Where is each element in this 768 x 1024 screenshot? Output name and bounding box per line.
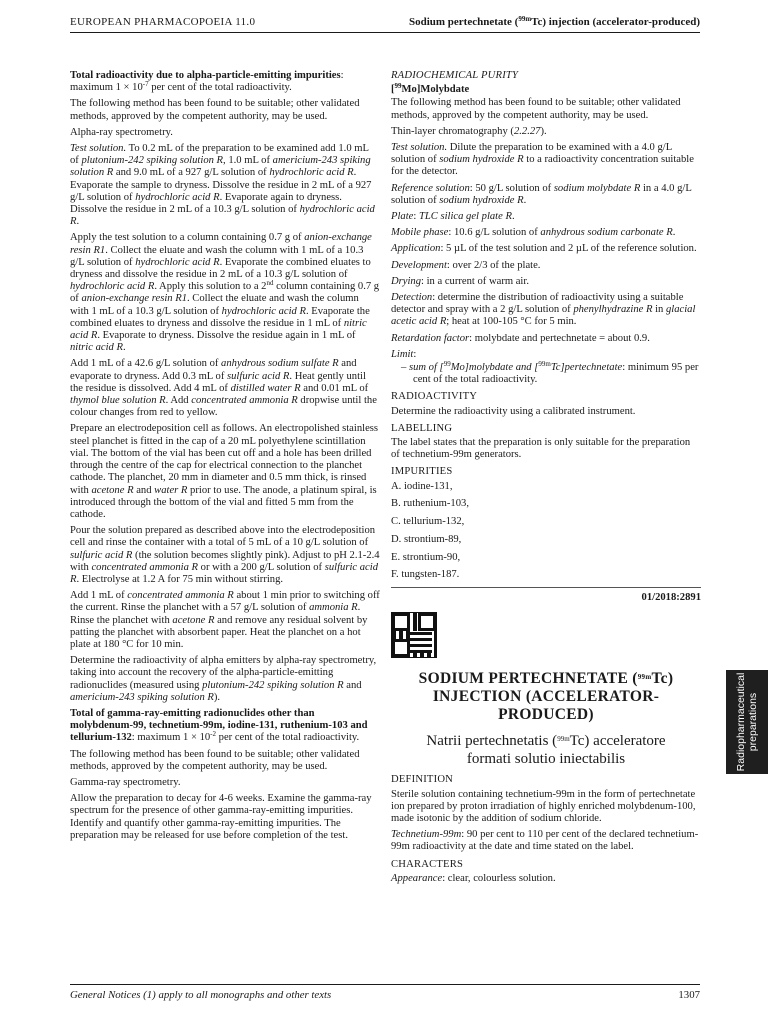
definition-text: Sterile solution containing technetium-99m in the form of pertechnetate ion prepared by proton irradiation of highly enriched molybdenum-100, made isotonic by the addition of sodium chloride. bbox=[391, 788, 696, 825]
retardation-factor-line: Retardation factor: molybdate and pertechnetate = about 0.9. bbox=[391, 332, 650, 344]
reference-solution: Reference solution: 50 g/L solution of sodium molybdate R in a 4.0 g/L solution of sodium hydroxide R. bbox=[391, 182, 692, 206]
method-note: The following method has been found to be suitable; other validated methods, approved by the competent authority, may be used. bbox=[70, 98, 360, 122]
impurity-item: B. ruthenium-103, bbox=[391, 498, 469, 510]
plate-line: Plate: TLC silica gel plate R. bbox=[391, 211, 515, 223]
detection-line: Detection: determine the distribution of radioactivity using a suitable detector and spray with a 2 g/L solution of phenylhydrazine R in glacial acetic acid R; heat at 100-105 °C for 5 min. bbox=[391, 292, 696, 328]
molybdate-method-note: The following method has been found to be suitable; other validated methods, approved by the competent authority, may be used. bbox=[391, 97, 681, 121]
page-header bbox=[70, 14, 700, 33]
footer-notice: General Notices (1) apply to all monographs and other texts bbox=[70, 989, 332, 1001]
alpha-impurities-paragraph: Total radioactivity due to alpha-particle-emitting impurities: maximum $1 \times 10^{-7}$ per cent of the total radioactivity. bbox=[70, 70, 344, 94]
limit-label: Limit: bbox=[391, 348, 417, 360]
impurity-item: D. strontium-89, bbox=[391, 533, 462, 545]
development-line: Development: over 2/3 of the plate. bbox=[391, 259, 541, 271]
alpha-spectrometry-label: Alpha-ray spectrometry. bbox=[70, 126, 173, 138]
page-number: 1307 bbox=[678, 989, 700, 1001]
impurity-item: A. iodine-131, bbox=[391, 480, 453, 492]
monograph-reference-code: 01/2018:2891 bbox=[641, 592, 701, 604]
drying-line: Drying: in a current of warm air. bbox=[391, 275, 529, 287]
monograph-latin-title: Natrii pertechnetatis ($^{99m}$Tc) acceleratore formati solutio iniectabilis bbox=[426, 733, 666, 768]
right-column bbox=[391, 70, 701, 889]
gamma-spectrometry-label: Gamma-ray spectrometry. bbox=[70, 776, 181, 788]
labelling-heading: LABELLING bbox=[391, 422, 453, 434]
header-monograph-title: Sodium pertechnetate ($^{99m}$Tc) injection (accelerator-produced) bbox=[408, 15, 700, 28]
gamma-impurities-paragraph: Total of gamma-ray-emitting radionuclides other than molybdenum-99, technetium-99m, iodine-131, ruthenium-103 and tellurium-132: maximum $1 \times 10^{-2}$ per cent of the total radioactivity. bbox=[70, 707, 368, 744]
rinse-paragraph: Add 1 mL of concentrated ammonia R about 1 min prior to switching off the current. Rinse the planchet with a 57 g/L solution of ammonia R. Rinse the planchet with acetone R and remove any residual solvent by patting the planchet with absorbent paper. Heat the planchet on a hot plate at 180 °C for 10 min. bbox=[70, 590, 380, 650]
page-footer bbox=[70, 984, 700, 1005]
labelling-text: The label states that the preparation is only suitable for the preparation of technetium-99m generators. bbox=[391, 437, 691, 461]
side-tab-line-2: preparations bbox=[747, 692, 759, 752]
impurity-item: F. tungsten-187. bbox=[391, 569, 460, 581]
radioactivity-text: Determine the radioactivity using a calibrated instrument. bbox=[391, 405, 636, 417]
qr-code-icon[interactable] bbox=[391, 612, 437, 658]
column-paragraph: Apply the test solution to a column containing 0.7 g of anion-exchange resin R1. Collect the eluate and wash the column with 1 mL of a 10.3 g/L solution of hydrochloric acid R. Evaporate the combined eluates to dryness and dissolve the residue in 2 mL of a 10.3 g/L solution of hydrochloric acid R. Apply this solution to a 2nd column containing 0.7 g of anion-exchange resin R1. Collect the eluate and wash the column with 1 mL of a 10.3 g/L solution of hydrochloric acid R. Evaporate the combined eluates to dryness and dissolve the residue in 1 mL of nitric acid R. Evaporate to dryness. Dissolve the residue again in 1 mL of nitric acid R. bbox=[70, 232, 380, 354]
impurities-list bbox=[391, 481, 701, 582]
radioactivity-heading: RADIOACTIVITY bbox=[391, 391, 478, 403]
definition-heading: DEFINITION bbox=[391, 774, 454, 786]
impurity-item: E. strontium-90, bbox=[391, 551, 461, 563]
method-note-gamma: The following method has been found to be suitable; other validated methods, approved by the competent authority, may be used. bbox=[70, 748, 360, 772]
radiochemical-purity-heading: RADIOCHEMICAL PURITY bbox=[391, 70, 519, 81]
electrodeposition-cell-paragraph: Prepare an electrodeposition cell as follows. An electropolished stainless steel planchet is fitted in the cap of a 20 mL polyethylene scintillation vial. The bottom of the vial has been cut off and a hole has been drilled through the centre of the cap for electrical connection to the planchet cathode. The planchet, 20 mm in diameter and 0.5 mm thick, is rinsed with acetone R and water R prior to use. The anode, a platinum spiral, is introduced through the bottom of the vial and fitted 5 mm from the cathode. bbox=[70, 423, 379, 520]
monograph-title: SODIUM PERTECHNETATE ($^{99m}$Tc) INJECTION (ACCELERATOR- PRODUCED) bbox=[418, 670, 674, 724]
molybdate-subheading: [$^{99}$Mo]Molybdate bbox=[391, 82, 470, 96]
section-side-tab[interactable] bbox=[726, 670, 768, 774]
header-publication: EUROPEAN PHARMACOPOEIA 11.0 bbox=[70, 16, 256, 28]
test-solution-paragraph: Test solution. To 0.2 mL of the preparation to be examined add 1.0 mL of plutonium-242 spiking solution R, 1.0 mL of americium-243 spiking solution R and 9.0 mL of a 927 g/L solution of hydrochloric acid R. Evaporate the sample to dryness. Dissolve the residue in 2 mL of a 927 g/L solution of hydrochloric acid R. Evaporate again to dryness. Dissolve the residue in 2 mL of a 10.3 g/L solution of hydrochloric acid R. bbox=[70, 143, 375, 228]
left-column bbox=[70, 70, 380, 846]
electrolysis-paragraph: Pour the solution prepared as described above into the electrodeposition cell and rinse the container with a total of 5 mL of a 10 g/L solution of sulfuric acid R (the solution becomes slightly pink). Adjust to pH 2.1-2.4 with concentrated ammonia R or with a 200 g/L solution of sulfuric acid R. Electrolyse at 1.2 A for 75 min without stirring. bbox=[70, 525, 380, 585]
characters-heading: CHARACTERS bbox=[391, 858, 464, 870]
technetium-content: Technetium-99m: 90 per cent to 110 per cent of the declared technetium-99m radioactivity at the date and time stated on the label. bbox=[391, 829, 699, 853]
limit-item: – sum of [$^{99}$Mo]molybdate and [$^{99m}$Tc]pertechnetate: minimum 95 per cent of the total radioactivity. bbox=[401, 360, 699, 386]
impurities-heading: IMPURITIES bbox=[391, 466, 453, 478]
monograph-reference-row bbox=[391, 587, 701, 610]
appearance-line: Appearance: clear, colourless solution. bbox=[391, 872, 556, 884]
sulfate-paragraph: Add 1 mL of a 42.6 g/L solution of anhydrous sodium sulfate R and evaporate to dryness. Add 0.3 mL of sulfuric acid R. Heat gently until the residue is dissolved. Add 4 mL of distilled water R and 0.01 mL of thymol blue solution R. Add concentrated ammonia R dropwise until the colour changes from red to yellow. bbox=[70, 358, 377, 419]
side-tab-line-1: Radiopharmaceutical bbox=[735, 672, 747, 772]
impurity-item: C. tellurium-132, bbox=[391, 516, 465, 528]
decay-paragraph: Allow the preparation to decay for 4-6 weeks. Examine the gamma-ray spectrum for the presence of other gamma-ray-emitting impurities. Identify and quantify other gamma-ray-emitting impurities. The preparation may be released for use before completion of the test. bbox=[70, 793, 372, 841]
application-line: Application: 5 µL of the test solution and 2 µL of the reference solution. bbox=[391, 243, 697, 255]
alpha-determination-paragraph: Determine the radioactivity of alpha emitters by alpha-ray spectrometry, taking into account the recovery of the alpha-particle-emitting radionuclides (measured using plutonium-242 spiking solution R and americium-243 spiking solution R). bbox=[70, 655, 377, 703]
tlc-line: Thin-layer chromatography (2.2.27). bbox=[391, 125, 547, 137]
tlc-test-solution: Test solution. Dilute the preparation to be examined with a 4.0 g/L solution of sodium hydroxide R to a radioactivity concentration suitable for the detector. bbox=[391, 142, 694, 178]
mobile-phase-line: Mobile phase: 10.6 g/L solution of anhydrous sodium carbonate R. bbox=[391, 227, 676, 239]
